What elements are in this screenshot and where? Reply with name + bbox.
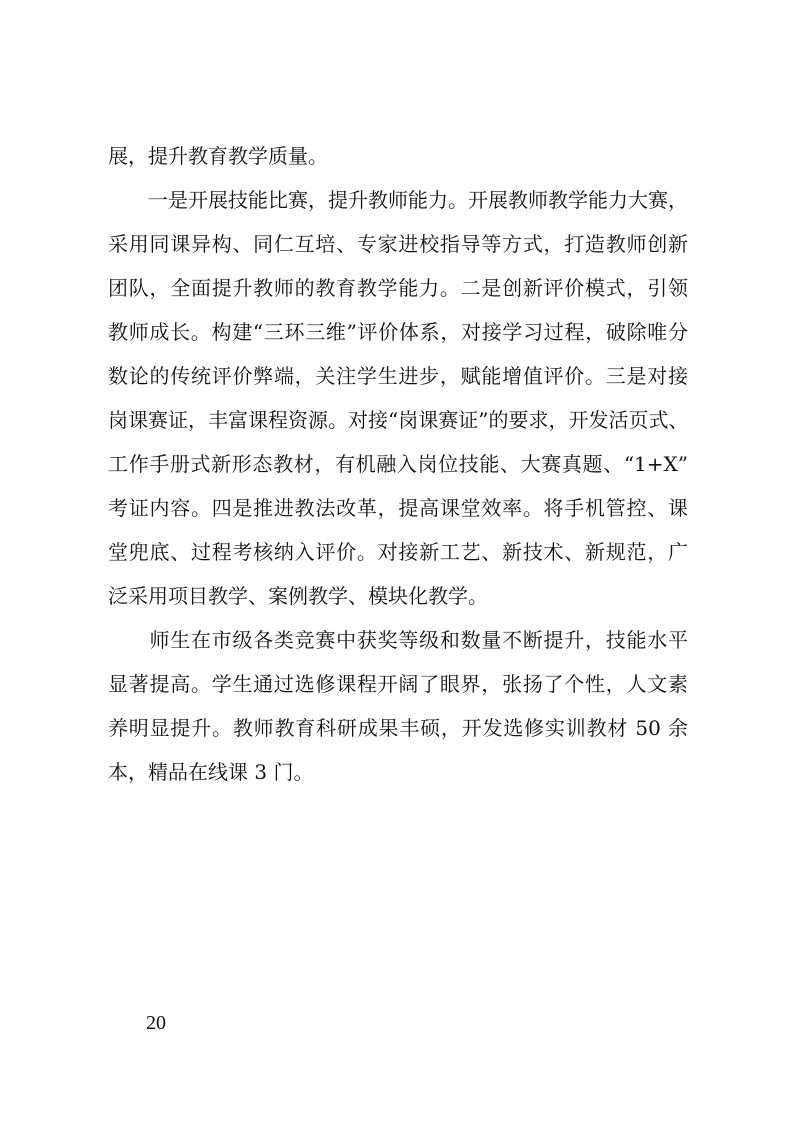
paragraph-3-line-4: 本，精品在线课 3 门。 <box>108 760 314 784</box>
paragraph-2-line-3: 团队，全面提升教师的教育教学能力。二是创新评价模式，引领 <box>108 276 688 300</box>
paragraph-2-line-8: 考证内容。四是推进教法改革，提高课堂效率。将手机管控、课 <box>108 496 688 520</box>
paragraph-2-line-1: 一是开展技能比赛，提升教师能力。开展教师教学能力大赛， <box>108 188 688 212</box>
paragraph-3-line-3: 养明显提升。教师教育科研成果丰硕，开发选修实训教材 50 余 <box>108 716 688 740</box>
paragraph-3-line-2: 显著提高。学生通过选修课程开阔了眼界，张扬了个性，人文素 <box>108 672 688 696</box>
paragraph-2-line-2: 采用同课异构、同仁互培、专家进校指导等方式，打造教师创新 <box>108 232 688 256</box>
paragraph-2-line-9: 堂兜底、过程考核纳入评价。对接新工艺、新技术、新规范，广 <box>108 540 688 564</box>
paragraph-2-line-7: 工作手册式新形态教材，有机融入岗位技能、大赛真题、“1+X” <box>108 452 688 476</box>
paragraph-3-line-1: 师生在市级各类竞赛中获奖等级和数量不断提升，技能水平 <box>108 628 688 652</box>
paragraph-2-line-10: 泛采用项目教学、案例教学、模块化教学。 <box>108 584 488 608</box>
paragraph-2-line-5: 数论的传统评价弊端，关注学生进步，赋能增值评价。三是对接 <box>108 364 688 388</box>
paragraph-2-line-6: 岗课赛证，丰富课程资源。对接“岗课赛证”的要求，开发活页式、 <box>108 408 689 432</box>
page-number: 20 <box>146 1012 166 1034</box>
paragraph-2-line-4: 教师成长。构建“三环三维”评价体系，对接学习过程，破除唯分 <box>108 320 688 344</box>
paragraph-1-line-1: 展，提升教育教学质量。 <box>108 144 328 168</box>
